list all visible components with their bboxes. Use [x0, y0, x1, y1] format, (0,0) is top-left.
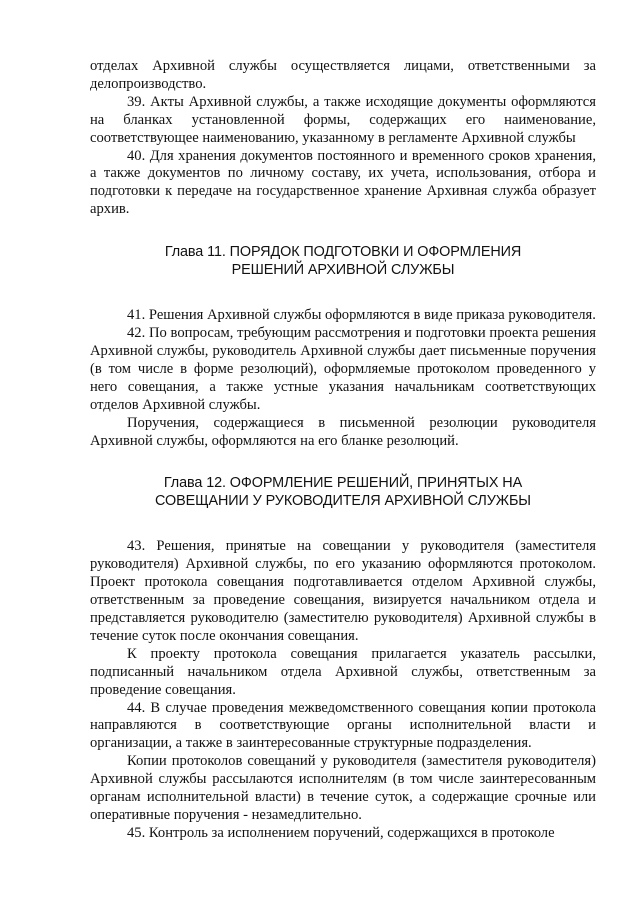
paragraph-continuation: отделах Архивной службы осуществляется лицами, ответственными за делопроизводство.: [90, 58, 596, 92]
paragraph-44-copies: Копии протоколов совещаний у руководителя (заместителя руководителя) Архивной службы рассылаются исполнителям (в том числе заинтересованным органам исполнительной власти) в течение суток, а содержащие срочные или оперативные поручения - незамедлительно.: [90, 753, 596, 823]
paragraph-42-instructions: Поручения, содержащиеся в письменной резолюции руководителя Архивной службы, оформляются на его бланке резолюций.: [90, 414, 596, 449]
paragraph-43-mailing-list: К проекту протокола совещания прилагается указатель рассылки, подписанный начальником отдела Архивной службы, ответственным за проведение совещания.: [90, 645, 596, 698]
paragraph-39: 39. Акты Архивной службы, а также исходящие документы оформляются на бланках установленной формы, содержащих его наименование, соответствующее наименованию, указанному в регламенте Архивной службы: [90, 93, 596, 146]
paragraph-43: 43. Решения, принятые на совещании у руководителя (заместителя руководителя) Архивной службы, по его указанию оформляются протоколом. Проект протокола совещания подготавливается отделом Архивной службы, ответственным за проведение совещания, визируется начальником отдела и представляется руководителю (заместителю руководителя) Архивной службы в течение суток после окончания совещания.: [90, 538, 596, 644]
chapter-12-heading-line-1: Глава 12. ОФОРМЛЕНИЕ РЕШЕНИЙ, ПРИНЯТЫХ НА: [163, 475, 523, 492]
chapter-11-heading: [90, 243, 596, 279]
chapter-11-heading-line-1: Глава 11. ПОРЯДОК ПОДГОТОВКИ И ОФОРМЛЕНИЯ: [164, 244, 522, 261]
paragraph-41: 41. Решения Архивной службы оформляются в виде приказа руководителя.: [127, 307, 596, 324]
paragraph-45: 45. Контроль за исполнением поручений, содержащихся в протоколе: [127, 824, 555, 841]
chapter-12-heading-line-2: СОВЕЩАНИИ У РУКОВОДИТЕЛЯ АРХИВНОЙ СЛУЖБЫ: [155, 493, 531, 510]
chapter-11-heading-line-2: РЕШЕНИЙ АРХИВНОЙ СЛУЖБЫ: [231, 262, 455, 279]
chapter-12-heading: [90, 474, 596, 510]
paragraph-40: 40. Для хранения документов постоянного и временного сроков хранения, а также документов по личному составу, их учета, использования, отбора и подготовки к передаче на государственное хранение Архивная служба образует архив.: [90, 147, 596, 218]
document-body: [90, 58, 596, 843]
paragraph-44: 44. В случае проведения межведомственного совещания копии протокола направляются в соответствующие органы исполнительной власти и организации, а также в заинтересованные структурные подразделения.: [90, 699, 596, 752]
paragraph-42: 42. По вопросам, требующим рассмотрения и подготовки проекта решения Архивной службы, руководитель Архивной службы дает письменные поручения (в том числе в форме резолюций), оформляемые протоколом проведенного у него совещания, а также устные указания начальникам соответствующих отделов Архивной службы.: [90, 325, 596, 413]
